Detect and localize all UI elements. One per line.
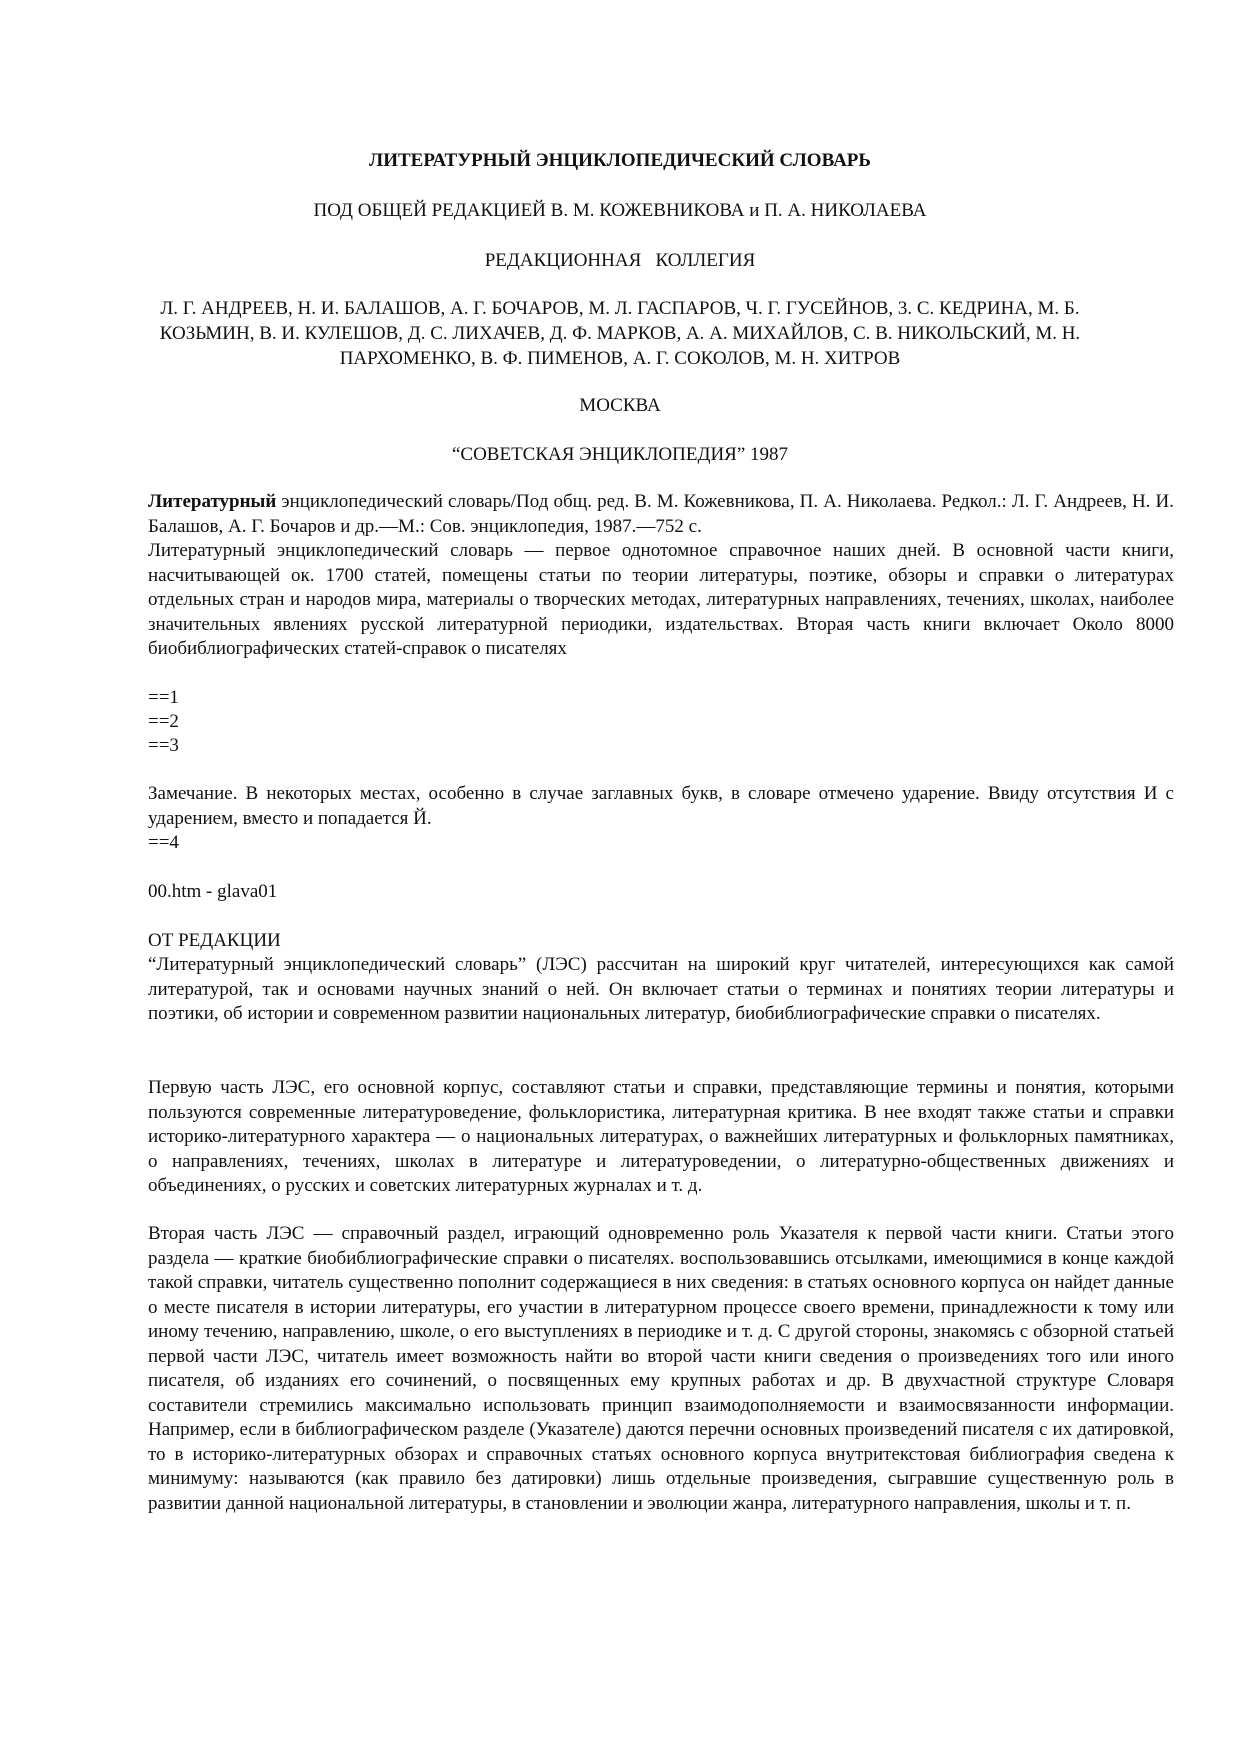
- marker-3: ==3: [148, 735, 179, 756]
- editorial-paragraph-3: Вторая часть ЛЭС — справочный раздел, играющий одновременно роль Указателя к первой части книги. Статьи этого раздела — краткие биобиблиографические справки о писателях. воспользовавшись отсылками, имеющимися в конце каждой такой справки, читатель существенно пополнит содержащиеся в них сведения: в статьях основного корпуса он найдет данные о месте писателя в истории литературы, его участии в литературном процессе своего времени, принадлежности к тому или иному течению, направлению, школе, о его выступлениях в периодике и т. д. С другой стороны, знакомясь с обзорной статьей первой части ЛЭС, читатель имеет возможность найти во второй части книги сведения о произведениях того или иного писателя, об изданиях его сочинений, о посвященных ему крупных работах и др. В двухчастной структуре Словаря составители стремились максимально использовать принцип взаимодополняемости и взаимосвязанности информации. Например, если в библиографическом разделе (Указателе) даются перечни основных произведений писателя с их датировкой, то в историко-литературных обзорах и справочных статьях основного корпуса внутритекстовая библиография сведена к минимуму: называются (как правило без датировки) лишь отдельные произведения, сыгравшие существенную роль в развитии данной национальной литературы, в становлении и эволюции жанра, литературного направления, школы и т. п.: [148, 1223, 1174, 1514]
- editorial-heading: ОТ РЕДАКЦИИ: [148, 930, 281, 951]
- document-title: ЛИТЕРАТУРНЫЙ ЭНЦИКЛОПЕДИЧЕСКИЙ СЛОВАРЬ: [369, 150, 871, 171]
- city-line: МОСКВА: [579, 395, 661, 416]
- citation-lead-word: Литературный: [148, 491, 277, 512]
- publisher-line: “СОВЕТСКАЯ ЭНЦИКЛОПЕДИЯ” 1987: [451, 444, 789, 465]
- citation-text: энциклопедический словарь/Под общ. ред. В. М. Кожевникова, П. А. Николаева. Редкол.: Л. Г. Андреев, Н. И. Балашов, А. Г. Бочаров и др.—М.: Сов. энциклопедия, 1987.—752 с.: [148, 491, 1174, 537]
- file-reference: 00.htm - glava01: [148, 881, 278, 902]
- board-members-line-2: КОЗЬМИН, В. И. КУЛЕШОВ, Д. С. ЛИХАЧЕВ, Д. Ф. МАРКОВ, А. А. МИХАЙЛОВ, С. В. НИКОЛЬСКИЙ, М. Н.: [159, 323, 1081, 344]
- bibliographic-record: [148, 490, 1174, 662]
- note-paragraph: Замечание. В некоторых местах, особенно в случае заглавных букв, в словаре отмечено ударение. Ввиду отсутствия И с ударением, вместо и попадается Й.: [148, 783, 1174, 829]
- board-heading: РЕДАКЦИОННАЯ КОЛЛЕГИЯ: [484, 250, 756, 271]
- editorial-paragraph-2: Первую часть ЛЭС, его основной корпус, составляют статьи и справки, представляющие термины и понятия, которыми пользуются современные литературоведение, фольклористика, литературная критика. В нее входят также статьи и справки историко-литературного характера — о национальных литературах, о важнейших литературных и фольклорных памятниках, о направлениях, течениях, школах в литературе и литературоведении, о литературно-общественных движениях и объединениях, о русских и советских литературных журналах и т. д.: [148, 1077, 1174, 1196]
- marker-2: ==2: [148, 711, 179, 732]
- board-members-line-1: Л. Г. АНДРЕЕВ, Н. И. БАЛАШОВ, А. Г. БОЧАРОВ, М. Л. ГАСПАРОВ, Ч. Г. ГУСЕЙНОВ, 3. С. КЕДРИНА, М. Б.: [160, 298, 1080, 319]
- citation-paragraph: [148, 490, 1174, 539]
- board-members: [120, 296, 1120, 371]
- marker-4: ==4: [148, 832, 179, 853]
- board-members-line-3: ПАРХОМЕНКО, В. Ф. ПИМЕНОВ, А. Г. СОКОЛОВ, М. Н. ХИТРОВ: [339, 348, 901, 369]
- annotation-paragraph: Литературный энциклопедический словарь — первое однотомное справочное наших дней. В основной части книги, насчитывающей ок. 1700 статей, помещены статьи по теории литературы, поэтике, обзоры и справки о литературах отдельных стран и народов мира, материалы о творческих методах, литературных направлениях, течениях, школах, наиболее значительных явлениях русской литературной периодики, издательствах. Вторая часть книги включает Около 8000 биобиблиографических статей-справок о писателях: [148, 540, 1174, 659]
- marker-1: ==1: [148, 687, 179, 708]
- editors-line: ПОД ОБЩЕЙ РЕДАКЦИЕЙ В. М. КОЖЕВНИКОВА и П. А. НИКОЛАЕВА: [313, 200, 927, 221]
- editorial-paragraph-1: “Литературный энциклопедический словарь” (ЛЭС) рассчитан на широкий круг читателей, интересующихся как самой литературой, так и основами научных знаний о ней. Он включает статьи о терминах и понятиях теории литературы и поэтики, об истории и современном развитии национальных литератур, биобиблиографические справки о писателях.: [148, 954, 1174, 1024]
